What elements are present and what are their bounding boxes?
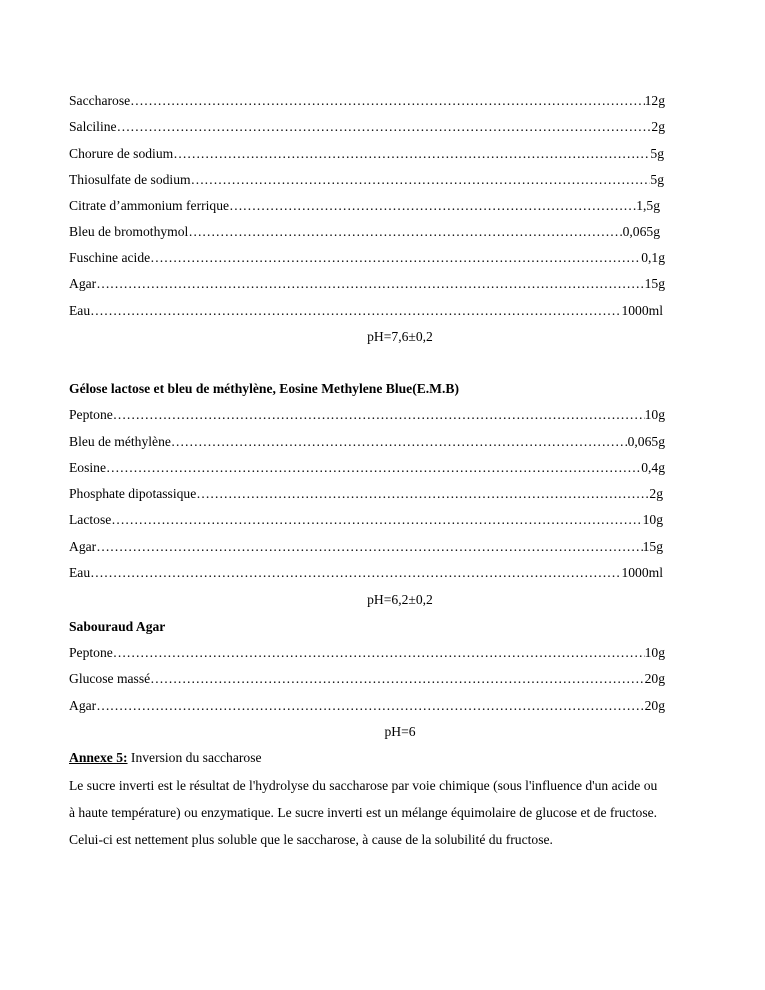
ingredient-line	[69, 433, 665, 451]
ingredient-name: Bleu de bromothymol	[69, 224, 189, 239]
ingredient-line	[69, 644, 665, 662]
ingredient-name: Agar	[69, 539, 97, 554]
leader-dots	[188, 223, 622, 241]
section-title: Sabouraud Agar	[69, 619, 166, 634]
ingredient-name: Chorure de sodium	[69, 146, 174, 161]
ingredient-line	[69, 670, 665, 688]
leader-dots	[171, 433, 628, 451]
ingredient-line	[69, 171, 664, 189]
ingredient-quantity: 10g	[642, 512, 663, 527]
ingredient-line	[69, 511, 663, 529]
leader-dots	[191, 171, 651, 189]
ingredient-quantity: 2g	[649, 486, 663, 501]
ingredient-name: Fuschine acide	[69, 250, 151, 265]
ingredient-line	[69, 118, 665, 136]
ingredient-quantity: 15g	[642, 539, 663, 554]
annex-heading	[69, 749, 262, 767]
ingredient-line	[69, 459, 665, 477]
ingredient-line	[69, 697, 665, 715]
annex-paragraph	[69, 772, 737, 853]
ingredient-quantity: 1000ml	[621, 565, 663, 580]
ingredient-quantity: 20g	[644, 671, 665, 686]
annex-title: Inversion du saccharose	[127, 750, 262, 765]
leader-dots	[113, 406, 645, 424]
leader-dots	[96, 275, 644, 293]
ingredient-line	[69, 275, 665, 293]
paragraph-line: Celui-ci est nettement plus soluble que le saccharose, à cause de la solubilité du fructose.	[69, 832, 553, 847]
ingredient-line	[69, 223, 660, 241]
ingredient-line	[69, 538, 663, 556]
ingredient-quantity: 5g	[650, 172, 664, 187]
ingredient-line	[69, 406, 665, 424]
ingredient-name: Eosine	[69, 460, 106, 475]
annex-label: Annexe 5:	[69, 750, 128, 765]
ingredient-quantity: 2g	[651, 119, 665, 134]
leader-dots	[90, 564, 621, 582]
ph-value: pH=7,6±0,2	[367, 329, 433, 344]
ingredient-name: Agar	[69, 698, 97, 713]
ingredient-name: Salciline	[69, 119, 117, 134]
ingredient-line	[69, 564, 663, 582]
ingredient-name: Bleu de méthylène	[69, 434, 171, 449]
ingredient-line	[69, 485, 663, 503]
leader-dots	[106, 459, 641, 477]
ingredient-quantity: 0,065g	[627, 434, 665, 449]
ingredient-line	[69, 145, 664, 163]
leader-dots	[173, 145, 650, 163]
ingredient-name: Glucose massé	[69, 671, 151, 686]
leader-dots	[196, 485, 649, 503]
paragraph-line: à haute température) ou enzymatique. Le sucre inverti est un mélange équimolaire de glucose et de fructose.	[69, 805, 658, 820]
ingredient-quantity: 1000ml	[621, 303, 663, 318]
leader-dots	[150, 249, 641, 267]
leader-dots	[96, 697, 644, 715]
leader-dots	[111, 511, 642, 529]
ingredient-name: Agar	[69, 276, 97, 291]
ingredient-quantity: 1,5g	[636, 198, 660, 213]
leader-dots	[90, 302, 621, 320]
ph-value: pH=6	[384, 724, 416, 739]
leader-dots	[130, 92, 644, 110]
ingredient-name: Phosphate dipotassique	[69, 486, 197, 501]
ingredient-quantity: 0,4g	[641, 460, 665, 475]
ph-value: pH=6,2±0,2	[367, 592, 433, 607]
ingredient-line	[69, 92, 665, 110]
ingredient-quantity: 5g	[650, 146, 664, 161]
ingredient-name: Eau	[69, 565, 91, 580]
ingredient-name: Peptone	[69, 407, 113, 422]
ingredient-name: Peptone	[69, 645, 113, 660]
ingredient-name: Lactose	[69, 512, 112, 527]
ingredient-line	[69, 249, 665, 267]
leader-dots	[117, 118, 652, 136]
ingredient-line	[69, 302, 663, 320]
ingredient-name: Thiosulfate de sodium	[69, 172, 191, 187]
ingredient-quantity: 15g	[644, 276, 665, 291]
ingredient-name: Eau	[69, 303, 91, 318]
ingredient-quantity: 0,065g	[622, 224, 660, 239]
ingredient-quantity: 20g	[644, 698, 665, 713]
ingredient-quantity: 10g	[644, 407, 665, 422]
leader-dots	[113, 644, 645, 662]
leader-dots	[150, 670, 644, 688]
section-title: Gélose lactose et bleu de méthylène, Eosine Methylene Blue(E.M.B)	[69, 381, 460, 396]
ingredient-quantity: 12g	[644, 93, 665, 108]
ingredient-name: Citrate d’ammonium ferrique	[69, 198, 230, 213]
leader-dots	[229, 197, 636, 215]
ingredient-quantity: 10g	[644, 645, 665, 660]
ingredient-line	[69, 197, 660, 215]
leader-dots	[96, 538, 642, 556]
ingredient-quantity: 0,1g	[641, 250, 665, 265]
ingredient-name: Saccharose	[69, 93, 131, 108]
paragraph-line: Le sucre inverti est le résultat de l'hydrolyse du saccharose par voie chimique (sous l'influence d'un acide ou	[69, 778, 658, 793]
